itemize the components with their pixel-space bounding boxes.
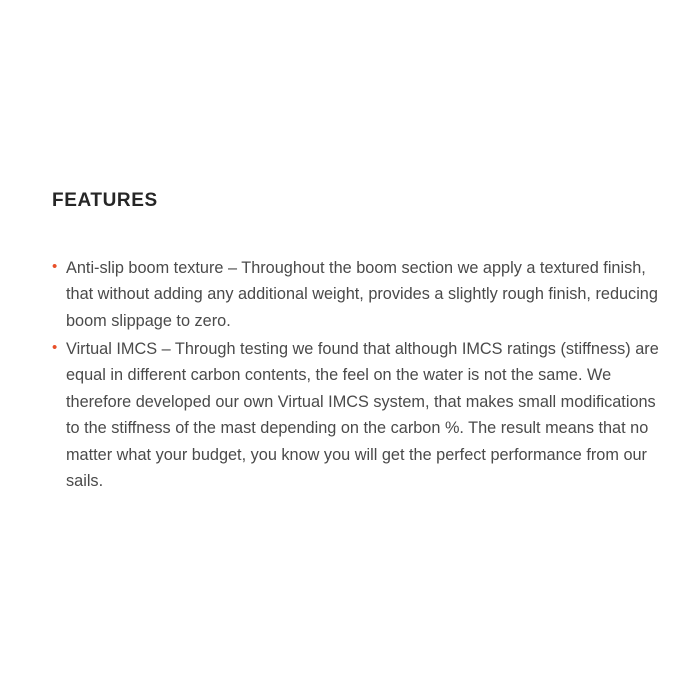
list-item: [52, 336, 668, 494]
bullet-icon: •: [52, 257, 58, 275]
bullet-icon: •: [52, 338, 58, 356]
feature-text: Anti-slip boom texture – Throughout the boom section we apply a textured finish, that without adding any additional weight, provides a slightly rough finish, reducing boom slippage to zero.: [66, 258, 658, 330]
feature-list: [52, 255, 668, 495]
feature-text: Virtual IMCS – Through testing we found that although IMCS ratings (stiffness) are equal in different carbon contents, the feel on the water is not the same. We therefore developed our own Virtual IMCS system, that makes small modifications to the stiffness of the mast depending on the carbon %. The result means that no matter what your budget, you know you will get the perfect performance from our sails.: [66, 339, 659, 490]
page-title: FEATURES: [52, 190, 158, 211]
list-item: [52, 255, 668, 334]
features-section: [52, 190, 668, 496]
